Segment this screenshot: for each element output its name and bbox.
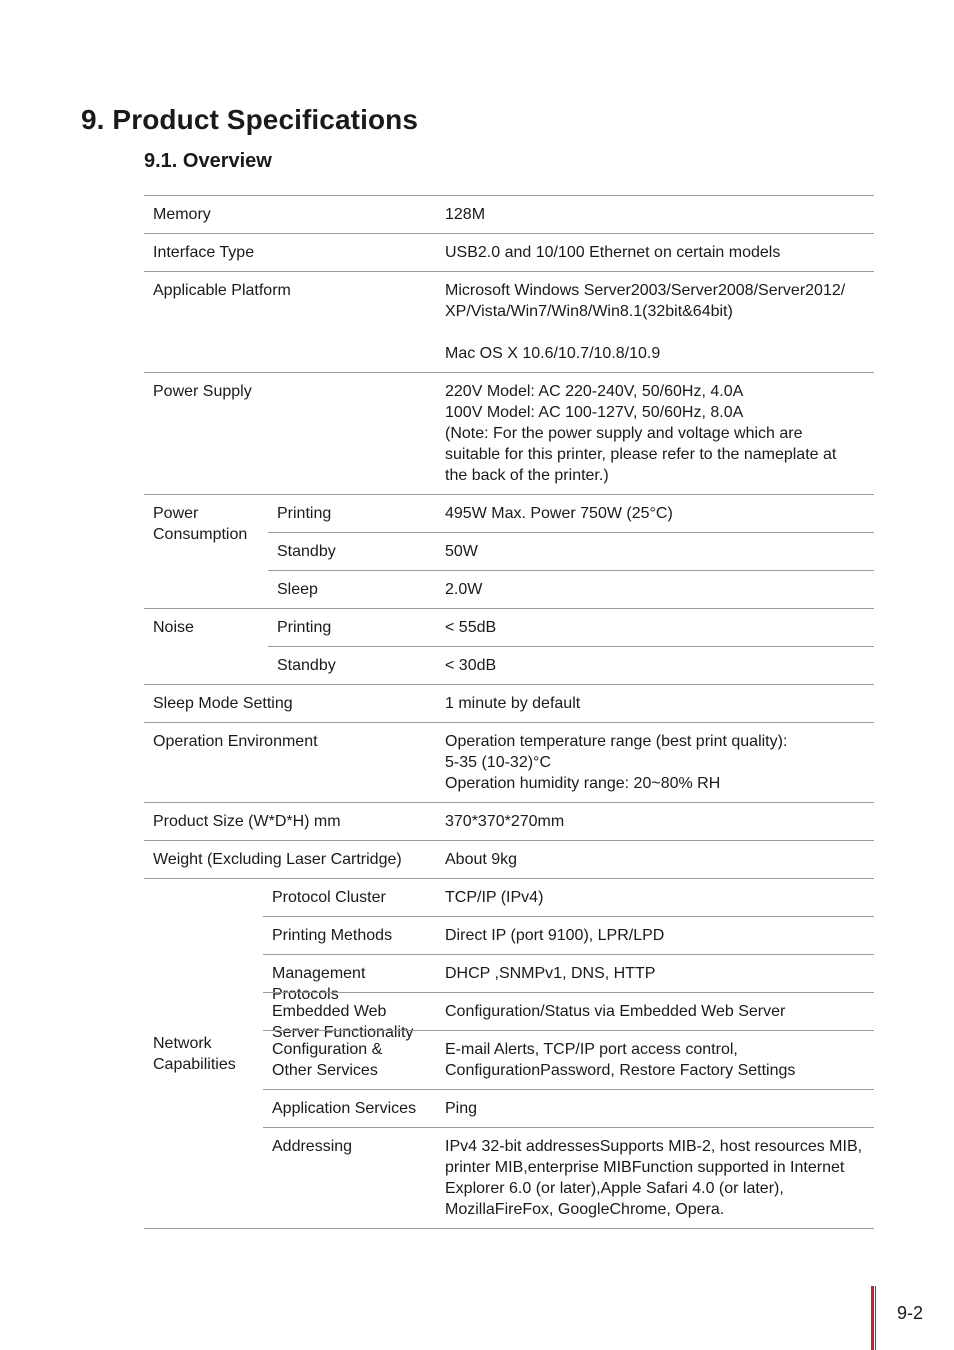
spec-value-line: About 9kg — [445, 851, 518, 868]
spec-sublabel: Printing — [277, 619, 332, 636]
spec-group-network — [144, 879, 874, 1229]
spec-value-line: Direct IP (port 9100), LPR/LPD — [445, 927, 665, 944]
spec-subrow — [268, 570, 874, 608]
spec-sublabel: Printing — [277, 505, 332, 522]
spec-value: 2.0W — [445, 581, 483, 598]
spec-value-line: Mac OS X 10.6/10.7/10.8/10.9 — [445, 345, 661, 362]
spec-value — [445, 1031, 874, 1089]
spec-value-line: (Note: For the power supply and voltage which are — [445, 425, 803, 442]
spec-sublabel-line: Embedded Web — [272, 1003, 387, 1020]
spec-label: Operation Environment — [153, 733, 318, 750]
spec-subrow — [263, 992, 874, 1041]
spec-label: Memory — [153, 206, 211, 223]
spec-sublabel — [272, 1098, 437, 1119]
spec-row — [144, 373, 874, 495]
spec-value — [445, 373, 874, 494]
spec-subrow — [263, 879, 874, 916]
spec-value-line: Operation humidity range: 20~80% RH — [445, 775, 721, 792]
page-title: 9. Product Specifications — [81, 104, 419, 135]
spec-group-label — [153, 1033, 263, 1075]
spec-value: 495W Max. Power 750W (25°C) — [445, 505, 673, 522]
spec-value-line: Password, Restore Factory Settings — [540, 1062, 796, 1079]
spec-subrow — [263, 1030, 874, 1089]
spec-subrow — [263, 1127, 874, 1228]
spec-value — [445, 234, 874, 271]
spec-sublabel — [272, 1136, 437, 1157]
spec-subrow — [263, 1089, 874, 1127]
spec-value-line: suitable for this printer, please refer to the nameplate at — [445, 446, 837, 463]
spec-subrow — [268, 532, 874, 570]
spec-value-line: Apple Safari 4.0 (or later), MozillaFireFox, Google — [445, 1180, 784, 1218]
spec-subrow — [263, 954, 874, 1003]
spec-sublabel-line: Protocols — [272, 986, 339, 1003]
spec-sublabel — [272, 1039, 437, 1081]
spec-value-line: Configuration/Status via Embedded Web Server — [445, 1003, 786, 1020]
spec-row — [144, 841, 874, 879]
spec-group-power-consumption — [144, 495, 874, 609]
spec-value — [445, 272, 874, 372]
spec-subrow — [263, 916, 874, 954]
spec-value — [445, 196, 874, 233]
spec-value: 50W — [445, 543, 478, 560]
spec-value — [445, 879, 874, 916]
spec-sublabel-line: Server Functionality — [272, 1024, 414, 1041]
spec-value — [445, 841, 874, 878]
spec-row — [144, 685, 874, 723]
spec-label: Interface Type — [153, 244, 255, 261]
spec-value — [445, 917, 874, 954]
spec-value-line: 1 minute by default — [445, 695, 581, 712]
spec-subrow — [268, 495, 874, 532]
spec-value-line: 128M — [445, 206, 486, 223]
page-number: 9-2 — [897, 1303, 924, 1323]
spec-group-label-line: Consumption — [153, 526, 248, 543]
spec-value — [445, 955, 874, 992]
spec-sublabel — [272, 887, 437, 908]
spec-group-noise — [144, 609, 874, 685]
spec-value-line: 370*370*270mm — [445, 813, 565, 830]
spec-value — [445, 993, 874, 1030]
spec-row — [144, 723, 874, 803]
spec-value-line: the back of the printer.) — [445, 467, 609, 484]
spec-value-line: Operation temperature range (best print quality): — [445, 733, 788, 750]
spec-label: Sleep Mode Setting — [153, 695, 293, 712]
spec-value-line: Supports MIB-2, host resources MIB, printer MIB, — [445, 1138, 863, 1176]
spec-subrow — [268, 609, 874, 646]
spec-group-label: Noise — [153, 619, 194, 636]
spec-group-label-line: Network — [153, 1035, 212, 1052]
spec-value — [445, 685, 874, 722]
spec-value-line: Chrome, Opera. — [609, 1201, 725, 1218]
spec-group-label-line: Power — [153, 505, 199, 522]
spec-value-line: Function supported in Internet Explorer 6.0 (or later), — [445, 1159, 845, 1197]
spec-sublabel: Standby — [277, 543, 336, 560]
spec-value — [445, 1128, 874, 1228]
spec-sublabel-line: Addressing — [272, 1138, 353, 1155]
page-accent-bar — [871, 1286, 874, 1350]
spec-value-line: Ping — [445, 1100, 478, 1117]
spec-label: Power Supply — [153, 383, 252, 400]
spec-value-line: 5-35 (10-32)°C — [445, 754, 551, 771]
spec-sublabel — [272, 925, 437, 946]
spec-value-line: Microsoft Windows Server2003/Server2008/Server2012/ — [445, 282, 846, 299]
spec-value-line: 220V Model: AC 220-240V, 50/60Hz, 4.0A — [445, 383, 744, 400]
page-divider — [875, 1286, 876, 1350]
spec-sublabel: Standby — [277, 657, 336, 674]
spec-label: Product Size (W*D*H) mm — [153, 813, 341, 830]
spec-value-line: enterprise MIB — [527, 1159, 632, 1176]
spec-value-line: XP/Vista/Win7/Win8/Win8.1(32bit&64bit) — [445, 303, 733, 320]
spec-row — [144, 196, 874, 234]
spec-value — [445, 1090, 874, 1127]
spec-value-line: IPv4 32-bit addresses — [445, 1138, 600, 1155]
spec-value — [445, 803, 874, 840]
spec-sublabel: Sleep — [277, 581, 318, 598]
spec-value: < 55dB — [445, 619, 497, 636]
spec-table — [144, 195, 874, 1229]
spec-value-line: DHCP ,SNMPv1, DNS, HTTP — [445, 965, 656, 982]
spec-sublabel-line: Printing Methods — [272, 927, 393, 944]
spec-row — [144, 234, 874, 272]
spec-sublabel-line: Protocol Cluster — [272, 889, 386, 906]
spec-group-label-line: Capabilities — [153, 1056, 236, 1073]
spec-row — [144, 272, 874, 373]
spec-label: Weight (Excluding Laser Cartridge) — [153, 851, 402, 868]
spec-value-line: TCP/IP (IPv4) — [445, 889, 544, 906]
spec-group-label — [153, 503, 263, 545]
spec-row — [144, 803, 874, 841]
spec-sublabel-line: Configuration & — [272, 1041, 383, 1058]
spec-value-line: 100V Model: AC 100-127V, 50/60Hz, 8.0A — [445, 404, 744, 421]
section-title: 9.1. Overview — [144, 150, 272, 172]
spec-value: < 30dB — [445, 657, 497, 674]
spec-sublabel-line: Management — [272, 965, 366, 982]
spec-label: Applicable Platform — [153, 282, 291, 299]
spec-sublabel-line: Application Services — [272, 1100, 417, 1117]
spec-subrow — [268, 646, 874, 684]
spec-value-line: USB2.0 and 10/100 Ethernet on certain models — [445, 244, 781, 261]
spec-value-line — [445, 322, 868, 343]
spec-sublabel-line: Other Services — [272, 1062, 378, 1079]
spec-value-line: E-mail Alerts, TCP/IP port access control, Configuration — [445, 1041, 738, 1079]
spec-value — [445, 723, 874, 802]
